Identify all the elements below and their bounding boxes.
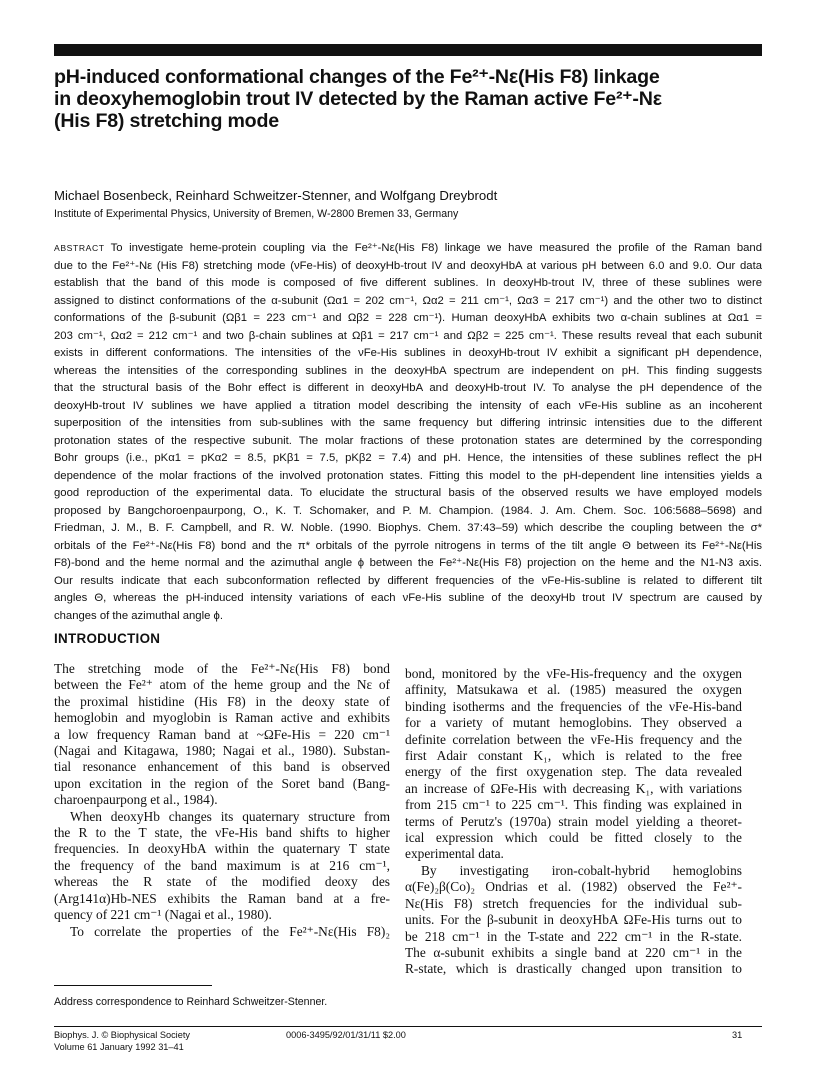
body-line: the frequency of the band maximum is at 216 cm⁻¹, (54, 857, 390, 873)
volume-line: Volume 61 January 1992 31–41 (54, 1042, 184, 1052)
abstract-line: Bohr groups (i.e., pKα1 = pKα2 = 8.5, pKβ1 = 7.5, pKβ2 = 7.4) and pH. Hence, the intensities of these sublines reflect the pH (54, 452, 762, 464)
body-line: be 218 cm⁻¹ in the T-state and 222 cm⁻¹ in the R-state. (405, 928, 742, 944)
abstract-line: deoxyHb-trout IV sublines we have applied a titration model describing the intensity of each νFe-His subline as an incoherent (54, 399, 762, 412)
body-line: The stretching mode of the Fe²⁺-Nε(His F8) bond (54, 661, 390, 676)
abstract-label: ABSTRACT (54, 243, 105, 253)
body-line: affinity, Matsukawa et al. (1985) measured the oxygen (405, 682, 742, 698)
abstract-line: superposition of the intensities from sub-sublines with the same frequency but differing intrinsic intensities due to the different (54, 417, 762, 429)
abstract-line: exists in different conformations. The intensities of the νFe-His sublines in deoxyHb-trout IV exhibit a significant pH dependence, (54, 347, 762, 359)
abstract-line: Friedman, J. M., B. F. Campbell, and R. W. Noble. (1990. Biophys. Chem. 37:43–59) which describe the coupling between the σ* (54, 522, 762, 534)
body-line: frequencies. In deoxyHbA within the quaternary T state (54, 841, 390, 857)
abstract-line: angles Θ, whereas the pH-induced intensity variations of each νFe-His subline of the deoxyHb trout IV spectrum are caused by (54, 592, 762, 604)
body-line: experimental data. (405, 846, 504, 862)
body-line: ical expression which could be fitted closely to the (405, 830, 742, 846)
abstract-line: good reproduction of the experimental data. To elucidate the structural basis of the observed results we have employed models (54, 487, 762, 499)
abstract-line: dependence of the molar fractions of the involved protonation states. Fitting this model to the pH-dependent line intensities yields a (54, 469, 762, 482)
abstract-line: changes of the azimuthal angle ϕ. (54, 609, 223, 622)
abstract-line: establish that the band of this mode is composed of five different sublines. In deoxyHb-trout IV, three of these sublines were (54, 277, 762, 289)
correspondence-footnote: Address correspondence to Reinhard Schweitzer-Stenner. (54, 996, 328, 1008)
body-line: a low frequency Raman band at ~ΩFe-His = 220 cm⁻¹ (54, 726, 390, 742)
body-line: energy of the first oxygenation step. The data revealed (405, 764, 742, 780)
abstract-line: protonation states of the respective subunit. The molar fractions of these protonation states are determined by the corresponding (54, 434, 762, 447)
body-line: an increase of ΩFe-His with decreasing K₁, with variations (405, 780, 742, 796)
abstract-line: assigned to distinct conformations of the α-subunit (Ωα1 = 202 cm⁻¹, Ωα2 = 211 cm⁻¹, Ωα3 = 217 cm⁻¹) and the other two to distinct (54, 294, 762, 307)
page-number: 31 (732, 1030, 743, 1040)
body-line: tial resonance enhancement of this band is observed (54, 759, 390, 775)
header-rule (54, 44, 762, 56)
issn-code: 0006-3495/92/01/31/11 $2.00 (286, 1030, 406, 1040)
section-heading: INTRODUCTION (54, 631, 161, 646)
body-line: The α-subunit exhibits a single band at 220 cm⁻¹ in the (405, 944, 742, 960)
body-line: (Nagai and Kitagawa, 1980; Nagai et al., 1980). Substan- (54, 743, 390, 759)
body-line: terms of Perutz's (1970a) strain model yielding a theoret- (405, 813, 742, 829)
body-line: To correlate the properties of the Fe²⁺-Nε(His F8)₂ (70, 923, 390, 939)
abstract-line: F8)-bond and the heme normal and the azimuthal angle ϕ between the Fe²⁺-Nε(His F8) projection on the heme and the N1-N3 axis. (54, 557, 762, 569)
body-line: binding isotherms and the frequencies of the νFe-His-band (405, 698, 742, 714)
body-line: units. For the β-subunit in deoxyHbA ΩFe-His turns out to (405, 912, 742, 928)
body-line: By investigating iron-cobalt-hybrid hemoglobins (421, 862, 742, 878)
body-line: Nε(His F8) stretch frequencies for the individual sub- (405, 895, 742, 911)
abstract-line: that the structural basis of the Bohr effect is different in deoxyHbA and deoxyHb-trout IV. To analyse the pH dependence of the (54, 382, 762, 394)
body-line: first Adair constant K₁, which is related to the free (405, 748, 742, 764)
body-line: from 215 cm⁻¹ to 225 cm⁻¹. This finding was explained in (405, 797, 742, 813)
body-line: the proximal histidine (His F8) in the deoxy state of (54, 693, 390, 709)
abstract-line: orbitals of the Fe²⁺-Nε(His F8) bond and the π* orbitals of the pyrrole nitrogens in terms of the tilt angle Θ between its Fe²⁺-Nε(His (54, 539, 762, 552)
body-line: whereas the R state of the modified deoxy des (54, 874, 390, 890)
body-line: charoenpaurpong et al., 1984). (54, 792, 218, 808)
body-line: When deoxyHb changes its quaternary structure from (70, 808, 390, 824)
title-line: in deoxyhemoglobin trout IV detected by the Raman active Fe²⁺-Nε (54, 88, 662, 110)
body-line: α(Fe)₂β(Co)₂ Ondrias et al. (1982) observed the Fe²⁺- (405, 879, 742, 895)
abstract (54, 240, 762, 625)
body-line: between the Fe²⁺ atom of the heme group and the Nε of (54, 677, 390, 693)
affiliation: Institute of Experimental Physics, University of Bremen, W-2800 Bremen 33, Germany (54, 208, 459, 220)
body-line: bond, monitored by the νFe-His-frequency and the oxygen (405, 666, 742, 681)
title-line: (His F8) stretching mode (54, 110, 279, 132)
abstract-line: ABSTRACT To investigate heme-protein coupling via the Fe²⁺-Nε(His F8) linkage we have measured the profile of the Raman band (54, 242, 762, 254)
abstract-line: whereas the intensities of the corresponding sublines in the deoxyHbA spectrum are independent on pH. This finding suggests (54, 364, 762, 377)
abstract-line: proposed by Bangchoroenpaurpong, O., K. T. Schomaker, and P. M. Champion. (1984. J. Am. Chem. Soc. 106:5688–5698) and (54, 504, 762, 517)
body-line: upon excitation in the region of the Soret band (Bang- (54, 775, 390, 791)
footer-rule (54, 1026, 762, 1027)
title-line: pH-induced conformational changes of the Fe²⁺-Nε(His F8) linkage (54, 66, 660, 88)
abstract-line: Our results indicate that each subconformation reflected by different frequencies of the νFe-His-subline is related to different tilt (54, 574, 762, 587)
paper-title (54, 66, 762, 132)
body-line: for a variety of mutant hemoglobins. They observed a (405, 715, 742, 731)
abstract-line: conformations of the β-subunit (Ωβ1 = 223 cm⁻¹ and Ωβ2 = 228 cm⁻¹). Human deoxyHbA exhibits two α-chain sublines at Ωα1 = (54, 312, 762, 324)
abstract-line: due to the Fe²⁺-Nε (His F8) stretching mode (νFe-His) of deoxyHb-trout IV and deoxyHbA at various pH between 6.0 and 9.0. Our data (54, 259, 762, 272)
body-line: (Arg141α)Hb-NES exhibits the Raman band at a fre- (54, 890, 390, 906)
body-line: R-state, which is drastically changed upon transition to (405, 961, 742, 977)
body-line: hemoglobin and myoglobin is Raman active and exhibits (54, 710, 390, 726)
body-line: definite correlation between the νFe-His frequency and the (405, 731, 742, 747)
body-column-left (54, 661, 390, 940)
body-line: quency of 221 cm⁻¹ (Nagai et al., 1980). (54, 907, 272, 923)
body-column-right (405, 666, 742, 978)
body-line: the R to the T state, the νFe-His band shifts to higher (54, 825, 390, 841)
author-list: Michael Bosenbeck, Reinhard Schweitzer-Stenner, and Wolfgang Dreybrodt (54, 188, 498, 203)
abstract-line: 203 cm⁻¹, Ωα2 = 212 cm⁻¹ and two β-chain sublines at Ωβ1 = 217 cm⁻¹ and Ωβ2 = 225 cm⁻¹. These results reveal that each subunit (54, 329, 762, 342)
journal-line: Biophys. J. © Biophysical Society (54, 1030, 190, 1040)
footnote-rule (54, 985, 212, 986)
